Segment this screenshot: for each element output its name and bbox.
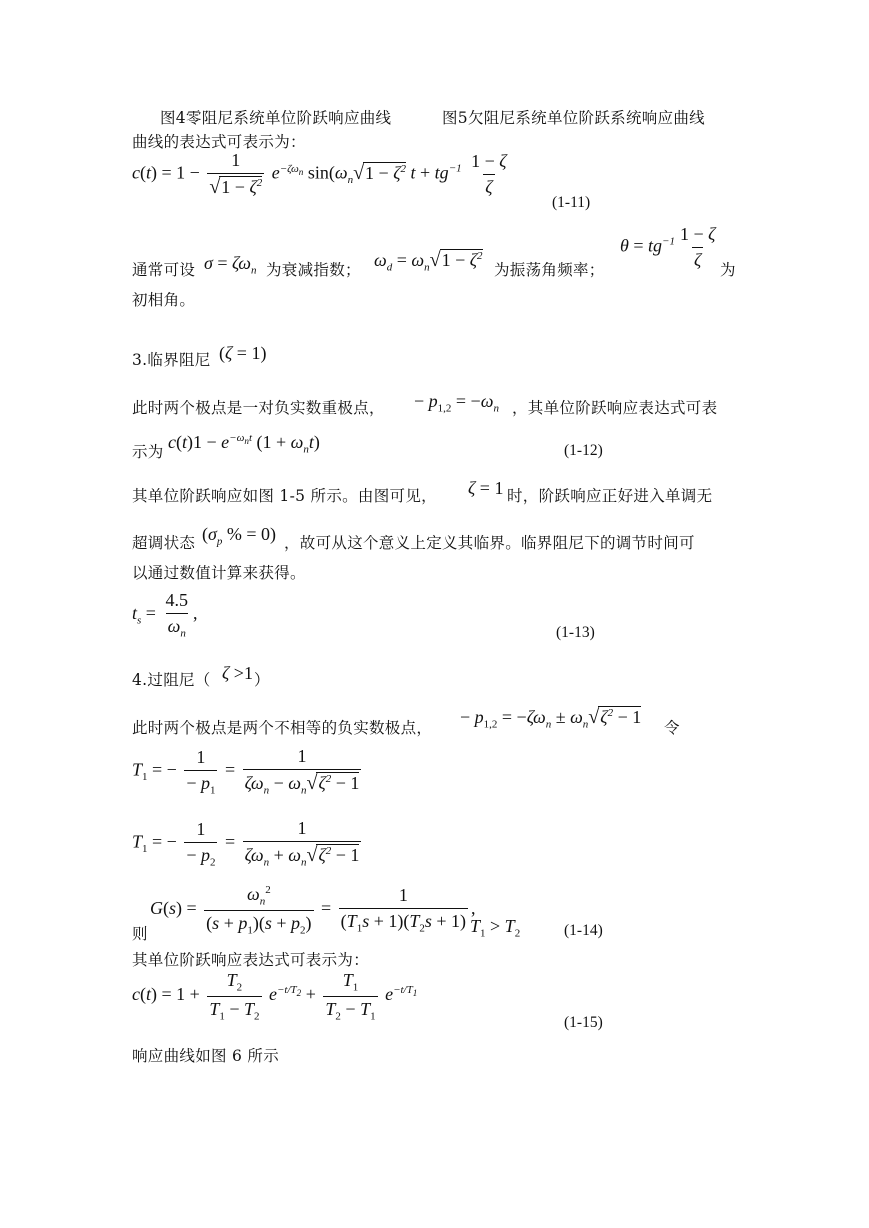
critical-poles-formula: − $p_{1,2} = -\omega_n$: [414, 391, 499, 415]
overshoot-zero: ($\sigma_p$ % = 0): [202, 524, 277, 548]
equation-number-1-15: (1-15): [564, 1014, 603, 1031]
critical-poles-text-2: ，其单位阶跃响应表达式可表: [512, 399, 718, 417]
section-4-suffix: ）: [254, 671, 270, 689]
step-expression-intro: 其单位阶跃响应表达式可表示为：: [132, 951, 370, 969]
equation-1-15: c(t) = 1 + $\frac{T_2}{T_1 - T_2}$ $e^{-t/T_2}$ + $\frac{T_1}{T_2 - T_1}$ $e^{-t/T_1}$: [132, 970, 418, 1023]
t1-greater-t2: $T_1 > T_2$: [470, 916, 521, 940]
figure-5-caption: 图5欠阻尼系统单位阶跃系统响应曲线: [442, 109, 705, 127]
section-4-prefix: 4.过阻尼（: [132, 671, 211, 689]
common-def-pre: 通常可设: [132, 261, 196, 279]
overdamped-poles-formula: − $p_{1,2} = -\zeta\omega_n \pm \omega_n√\zeta^2 - 1$: [460, 706, 642, 731]
t1-definition-a: $T_1$ = − $\frac{1}{- p_1}$ = $\frac{1}{\zeta\omega_n - \omega_n√\zeta^2 - 1}$: [132, 746, 360, 797]
omega-d-definition: $\omega_d = \omega_n√1 - \zeta^2$: [374, 249, 483, 274]
equation-number-1-13: (1-13): [556, 624, 595, 641]
theta-definition: $\theta = tg^{-1}$ $\frac{1 - \zeta}{\zeta}$: [620, 224, 716, 270]
step-text-1a: 其单位阶跃响应如图 1-5 所示。由图可见，: [132, 487, 437, 505]
let-text: 令: [664, 719, 680, 737]
equation-number-1-12: (1-12): [564, 442, 603, 459]
overdamped-zeta-condition: ζ >1: [222, 663, 253, 683]
equation-number-1-14: (1-14): [564, 922, 603, 939]
then-label: 则: [132, 925, 148, 943]
response-curve-reference: 响应曲线如图 6 所示: [132, 1047, 280, 1065]
critical-response-label: 示为: [132, 443, 164, 461]
figure-4-caption: 图4零阻尼系统单位阶跃响应曲线: [160, 109, 392, 127]
equation-1-13: $t_s$ = $\frac{4.5}{\omega_n}$ ,: [132, 590, 198, 640]
step-text-1b: 时，阶跃响应正好进入单调无: [507, 487, 713, 505]
equation-number-1-11: (1-11): [552, 194, 591, 211]
equation-1-14: G(s) = $\frac{\omega_n^2}{(s + p_1)(s + p_2)}$ = $\frac{1}{(T_1s + 1)(T_2s + 1)}$ ,: [150, 884, 476, 937]
zeta-equals-one: ζ = 1: [468, 478, 504, 498]
critical-poles-text: 此时两个极点是一对负实数重极点，: [132, 399, 385, 417]
common-def-mid1: 为衰减指数；: [266, 261, 361, 279]
equation-1-11: c(t) = 1 − $\frac{1}{√1 - \zeta^2}$ $e^{-\zeta\omega_n}$ $\sin(\omega_n√1 - \zeta^2$ $t + tg^{-1}$ $\frac{1 - \zeta}{\zeta}$: [132, 150, 507, 198]
expression-intro: 曲线的表达式可表示为：: [132, 133, 306, 151]
common-def-end: 为: [720, 261, 736, 279]
step-text-2a: 超调状态: [132, 534, 196, 552]
step-text-2b: ，故可从这个意义上定义其临界。临界阻尼下的调节时间可: [284, 534, 695, 552]
common-def-line2: 初相角。: [132, 291, 196, 309]
equation-1-12: $c(t)1 - e^{-\omega_nt}$ $(1 + \omega_nt)$: [168, 432, 320, 456]
common-def-mid2: 为振荡角频率；: [494, 261, 605, 279]
sigma-definition: $\sigma = \zeta\omega_n$: [204, 253, 257, 277]
critical-zeta-condition: (ζ = 1): [219, 343, 267, 363]
overdamped-poles-text: 此时两个极点是两个不相等的负实数极点，: [132, 719, 433, 737]
section-3-title: 3.临界阻尼: [132, 351, 211, 369]
t1-definition-b: $T_1$ = − $\frac{1}{- p_2}$ = $\frac{1}{\zeta\omega_n + \omega_n√\zeta^2 - 1}$: [132, 818, 360, 869]
step-text-3: 以通过数值计算来获得。: [132, 564, 306, 582]
